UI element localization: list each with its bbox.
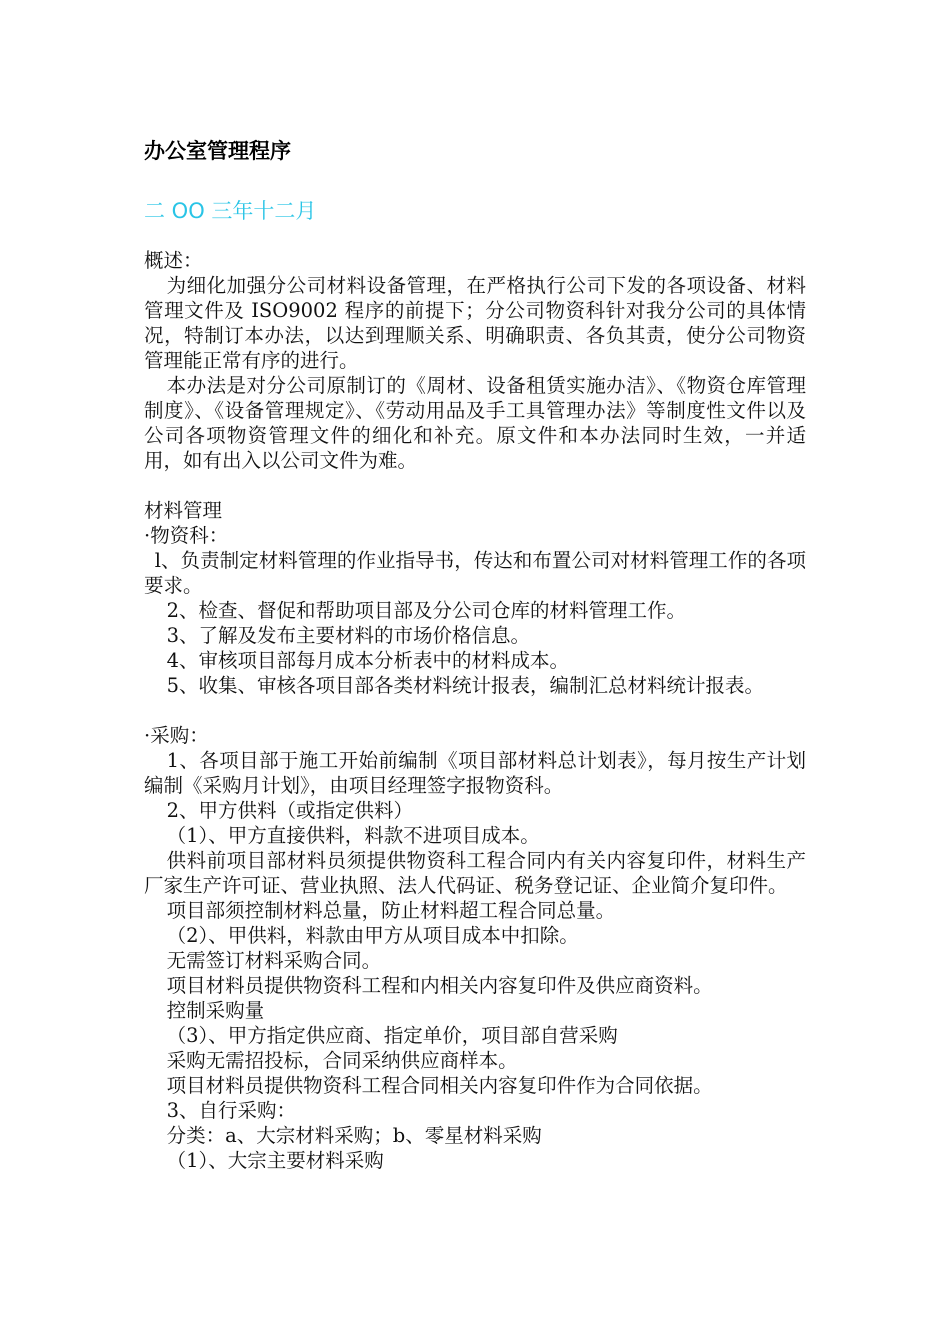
list-item: 2、检查、督促和帮助项目部及分公司仓库的材料管理工作。 (166, 599, 687, 622)
list-item: （2）、甲供料，料款由甲方从项目成本中扣除。 (166, 924, 579, 947)
document-date: 二 OO 三年十二月 (144, 199, 317, 223)
overview-heading: 概述： (144, 249, 203, 272)
list-item: 无需签订材料采购合同。 (166, 949, 382, 972)
spacer (144, 473, 806, 498)
list-item: 项目材料员提供物资科工程合同相关内容复印件作为合同依据。 (166, 1074, 713, 1097)
document-body (144, 248, 806, 1173)
list-item: l、负责制定材料管理的作业指导书，传达和布置公司对材料管理工作的各项要求。 (144, 549, 806, 597)
list-item: 采购无需招投标，合同采纳供应商样本。 (166, 1049, 518, 1072)
overview-paragraph: 本办法是对分公司原制订的《周材、设备租赁实施办洁》、《物资仓库管理制度》、《设备管理规定》、《劳动用品及手工具管理办法》等制度性文件以及公司各项物资管理文件的细化和补充。原文件和本办法同时生效，一并适用，如有出入以公司文件为难。 (144, 374, 806, 472)
list-item: 3、自行采购： (166, 1099, 297, 1122)
list-item: 项目部须控制材料总量，防止材料超工程合同总量。 (166, 899, 616, 922)
list-item: 1、各项目部于施工开始前编制《项目部材料总计划表》，每月按生产计划编制《采购月计划》，由项目经理签字报物资科。 (144, 749, 806, 797)
list-item: 5、收集、审核各项目部各类材料统计报表，编制汇总材料统计报表。 (166, 674, 765, 697)
section-heading-materials: 材料管理 (144, 499, 223, 522)
list-item: （1）、甲方直接供料，料款不进项目成本。 (166, 824, 540, 847)
spacer (144, 698, 806, 723)
list-item: 2、甲方供料（或指定供料） (166, 799, 414, 822)
list-item: 控制采购量 (166, 999, 265, 1022)
list-item: 4、审核项目部每月成本分析表中的材料成本。 (166, 649, 570, 672)
list-item: 分类：a、大宗材料采购；b、零星材料采购 (166, 1124, 542, 1147)
list-item: 项目材料员提供物资科工程和内相关内容复印件及供应商资料。 (166, 974, 713, 997)
list-item: （3）、甲方指定供应商、指定单价，项目部自营采购 (166, 1024, 618, 1047)
document-title: 办公室管理程序 (144, 139, 291, 163)
list-item: 供料前项目部材料员须提供物资科工程合同内有关内容复印件，材料生产厂家生产许可证、营业执照、法人代码证、税务登记证、企业简介复印件。 (144, 849, 806, 897)
subsection-heading-dept: ·物资科： (144, 524, 229, 547)
list-item: 3、了解及发布主要材料的市场价格信息。 (166, 624, 531, 647)
overview-paragraph: 为细化加强分公司材料设备管理，在严格执行公司下发的各项设备、材料管理文件及 ISO9002 程序的前提下；分公司物资科针对我分公司的具体情况，特制订本办法，以达到理顺关系、明确职责、各负其责，使分公司物资管理能正常有序的进行。 (144, 274, 806, 372)
list-item: （1）、大宗主要材料采购 (166, 1149, 384, 1172)
section-heading-purchase: ·采购： (144, 724, 209, 747)
